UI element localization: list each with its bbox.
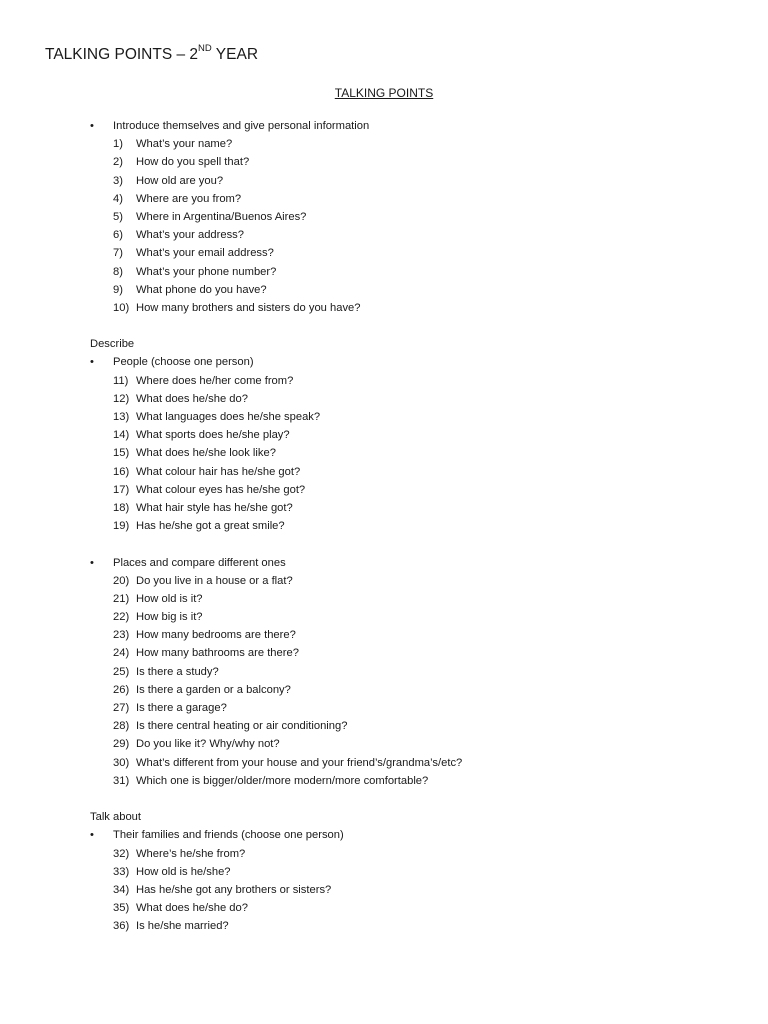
question-text: Is there a study? — [136, 665, 219, 678]
question-item — [0, 772, 768, 790]
question-text: What hair style has he/she got? — [136, 501, 293, 514]
bullet-text: People (choose one person) — [113, 356, 254, 369]
question-number: 12) — [113, 392, 130, 405]
bullet-item — [0, 826, 768, 844]
page-title-main: TALKING POINTS – 2 — [45, 46, 199, 63]
question-item — [0, 663, 768, 681]
question-number: 19) — [113, 520, 130, 533]
question-number: 23) — [113, 629, 130, 642]
question-number: 33) — [113, 865, 130, 878]
question-text: How old is it? — [136, 592, 203, 605]
question-text: Where does he/her come from? — [136, 374, 294, 387]
question-number: 10) — [113, 301, 130, 314]
question-item — [0, 517, 768, 535]
bullet-text: Their families and friends (choose one person) — [113, 829, 344, 842]
bullet-icon: • — [90, 120, 94, 132]
question-number: 6) — [113, 229, 123, 242]
question-text: Has he/she got any brothers or sisters? — [136, 883, 332, 896]
question-number: 21) — [113, 592, 130, 605]
question-item — [0, 572, 768, 590]
question-text: How many bedrooms are there? — [136, 629, 296, 642]
question-text: What’s your name? — [136, 138, 233, 151]
question-text: What phone do you have? — [136, 283, 267, 296]
question-item — [0, 390, 768, 408]
question-number: 34) — [113, 883, 130, 896]
question-item — [0, 481, 768, 499]
question-text: What sports does he/she play? — [136, 429, 290, 442]
section-heading-text: Talk about — [90, 811, 141, 824]
question-text: How do you spell that? — [136, 156, 250, 169]
question-item — [0, 644, 768, 662]
question-number: 3) — [113, 174, 123, 187]
question-number: 18) — [113, 501, 130, 514]
question-item — [0, 754, 768, 772]
question-item — [0, 226, 768, 244]
bullet-text: Introduce themselves and give personal information — [113, 120, 370, 132]
question-text: What’s your email address? — [136, 247, 274, 260]
question-number: 24) — [113, 647, 130, 660]
question-item — [0, 263, 768, 281]
question-number: 1) — [113, 138, 123, 151]
question-number: 28) — [113, 720, 130, 733]
question-text: What’s your phone number? — [136, 265, 277, 278]
question-text: What’s different from your house and your friend’s/grandma’s/etc? — [136, 756, 463, 769]
question-item — [0, 244, 768, 262]
question-text: How many brothers and sisters do you have? — [136, 301, 361, 314]
section-heading — [0, 808, 768, 826]
question-item — [0, 735, 768, 753]
question-item — [0, 681, 768, 699]
question-item — [0, 299, 768, 317]
page-title-superscript: ND — [198, 42, 212, 54]
question-item — [0, 208, 768, 226]
question-item — [0, 899, 768, 917]
section-spacer — [0, 790, 768, 808]
question-item — [0, 426, 768, 444]
question-item — [0, 590, 768, 608]
question-item — [0, 463, 768, 481]
section-heading — [0, 335, 768, 353]
question-number: 20) — [113, 574, 130, 587]
question-text: How old are you? — [136, 174, 224, 187]
question-item — [0, 190, 768, 208]
question-text: What’s your address? — [136, 229, 244, 242]
bullet-item — [0, 117, 768, 135]
question-number: 11) — [113, 374, 129, 387]
question-number: 30) — [113, 756, 130, 769]
question-item — [0, 881, 768, 899]
question-number: 32) — [113, 847, 130, 860]
question-text: Where’s he/she from? — [136, 847, 246, 860]
section-title: TALKING POINTS — [334, 86, 434, 100]
bullet-item — [0, 353, 768, 371]
question-text: Where in Argentina/Buenos Aires? — [136, 210, 307, 223]
question-text: What does he/she look like? — [136, 447, 276, 460]
question-item — [0, 281, 768, 299]
section-spacer — [0, 535, 768, 553]
bullet-item — [0, 554, 768, 572]
question-text: Do you live in a house or a flat? — [136, 574, 293, 587]
question-number: 15) — [113, 447, 130, 460]
question-text: Where are you from? — [136, 192, 242, 205]
question-text: Is there a garden or a balcony? — [136, 683, 291, 696]
question-number: 25) — [113, 665, 130, 678]
bullet-icon: • — [90, 556, 94, 569]
question-text: Has he/she got a great smile? — [136, 520, 285, 533]
question-text: What languages does he/she speak? — [136, 411, 321, 423]
section-spacer — [0, 317, 768, 335]
question-number: 7) — [113, 247, 123, 260]
question-item — [0, 917, 768, 935]
question-item — [0, 608, 768, 626]
question-item — [0, 626, 768, 644]
question-text: What colour hair has he/she got? — [136, 465, 301, 478]
question-text: How many bathrooms are there? — [136, 647, 299, 660]
question-text: What does he/she do? — [136, 392, 248, 405]
question-item — [0, 372, 768, 390]
talking-points-content — [0, 117, 768, 935]
question-item — [0, 153, 768, 171]
question-text: Is there central heating or air conditioning? — [136, 720, 348, 733]
bullet-icon: • — [90, 829, 94, 842]
question-number: 35) — [113, 902, 130, 915]
question-number: 27) — [113, 702, 130, 714]
section-heading-text: Describe — [90, 338, 135, 351]
question-number: 22) — [113, 611, 130, 624]
bullet-text: Places and compare different ones — [113, 556, 286, 569]
question-number: 8) — [113, 265, 123, 278]
question-number: 31) — [113, 774, 130, 787]
question-item — [0, 699, 768, 717]
question-text: How big is it? — [136, 611, 203, 624]
question-number: 13) — [113, 411, 130, 423]
question-number: 5) — [113, 210, 123, 223]
question-number: 2) — [113, 156, 123, 169]
question-text: What colour eyes has he/she got? — [136, 483, 306, 496]
question-number: 17) — [113, 483, 130, 496]
page-title — [45, 42, 259, 64]
question-text: Do you like it? Why/why not? — [136, 738, 280, 751]
question-item — [0, 172, 768, 190]
question-text: Is he/she married? — [136, 920, 229, 933]
question-number: 29) — [113, 738, 130, 751]
question-number: 36) — [113, 920, 130, 933]
question-number: 26) — [113, 683, 130, 696]
question-item — [0, 863, 768, 881]
question-text: Which one is bigger/older/more modern/more comfortable? — [136, 774, 429, 787]
question-item — [0, 845, 768, 863]
bullet-icon: • — [90, 356, 94, 369]
page-title-end: YEAR — [211, 46, 259, 63]
question-text: Is there a garage? — [136, 702, 227, 714]
question-number: 14) — [113, 429, 130, 442]
question-item — [0, 408, 768, 426]
question-number: 4) — [113, 192, 123, 205]
question-item — [0, 717, 768, 735]
question-text: How old is he/she? — [136, 865, 231, 878]
question-item — [0, 135, 768, 153]
question-item — [0, 444, 768, 462]
question-text: What does he/she do? — [136, 902, 248, 915]
question-item — [0, 499, 768, 517]
question-number: 9) — [113, 283, 123, 296]
question-number: 16) — [113, 465, 130, 478]
